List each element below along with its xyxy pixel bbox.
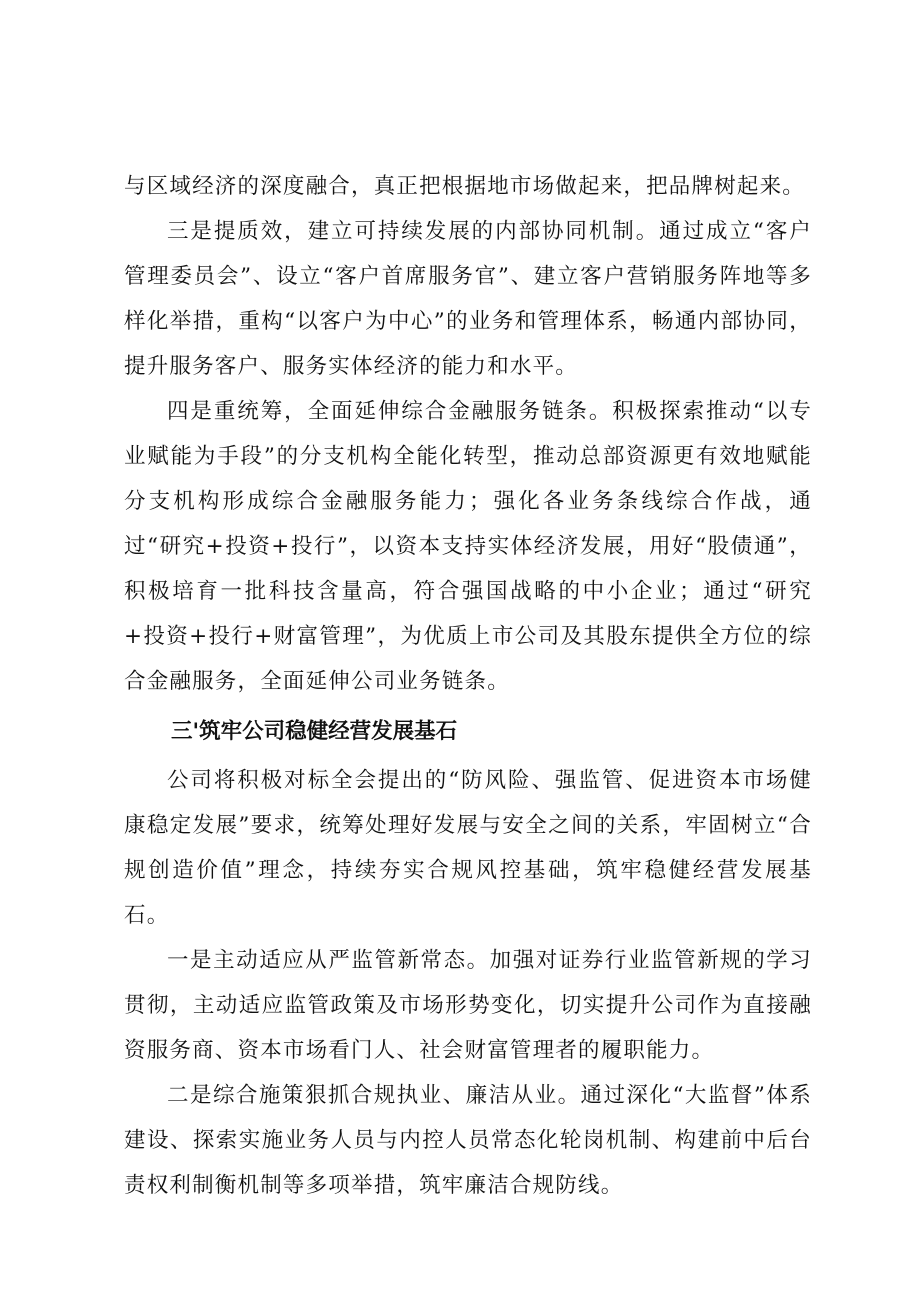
paragraph-section-intro: 公司将积极对标全会提出的“防风险、强监管、促进资本市场健康稳定发展”要求，统筹处理好发展与安全之间的关系，牢固树立“合规创造价值”理念，持续夯实合规风控基础，筑牢稳健经营发展基石。 xyxy=(124,768,812,928)
section-heading: 三'筑牢公司稳健经营发展基石 xyxy=(171,719,458,744)
paragraph-point-four: 四是重统筹，全面延伸综合金融服务链条。积极探索推动“以专业赋能为手段”的分支机构全能化转型，推动总部资源更有效地赋能分支机构形成综合金融服务能力；强化各业务条线综合作战，通过“研究+投资+投行”，以资本支持实体经济发展，用好“股债通”，积极培育一批科技含量高，符合强国战略的中小企业；通过“研究+投资+投行+财富管理”，为优质上市公司及其股东提供全方位的综合金融服务，全面延伸公司业务链条。 xyxy=(124,399,812,694)
paragraph-continuation: 与区域经济的深度融合，真正把根据地市场做起来，把品牌树起来。 xyxy=(124,174,806,199)
paragraph-point-one: 一是主动适应从严监管新常态。加强对证券行业监管新规的学习贯彻，主动适应监管政策及市场形势变化，切实提升公司作为直接融资服务商、资本市场看门人、社会财富管理者的履职能力。 xyxy=(124,948,812,1063)
document-body xyxy=(124,164,812,1208)
paragraph-point-two: 二是综合施策狠抓合规执业、廉洁从业。通过深化“大监督”体系建设、探索实施业务人员与内控人员常态化轮岗机制、构建前中后台责权利制衡机制等多项举措，筑牢廉洁合规防线。 xyxy=(124,1083,812,1198)
paragraph-point-three: 三是提质效，建立可持续发展的内部协同机制。通过成立“客户管理委员会”、设立“客户首席服务官”、建立客户营销服务阵地等多样化举措，重构“以客户为中心”的业务和管理体系，畅通内部协同，提升服务客户、服务实体经济的能力和水平。 xyxy=(124,219,812,379)
